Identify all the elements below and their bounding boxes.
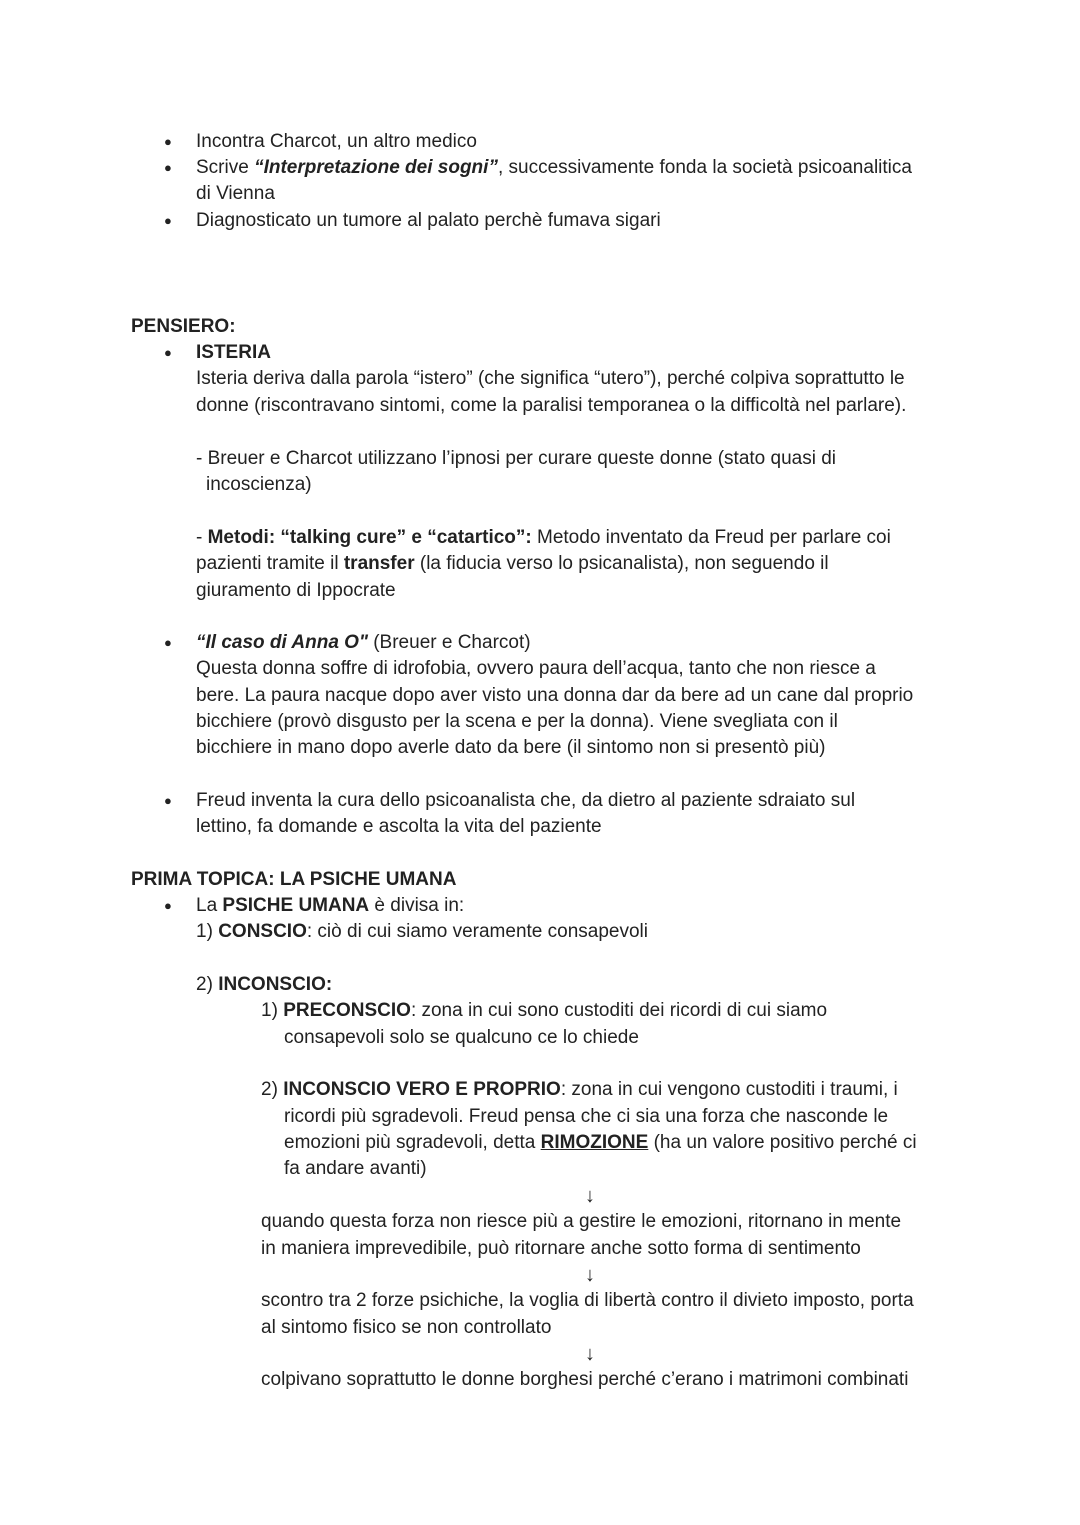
inconscio-item: 2) INCONSCIO: [196, 974, 333, 995]
bullet-icon: ● [164, 635, 172, 650]
consequence-text: al sintomo fisico se non controllato [261, 1317, 552, 1338]
section-heading-pensiero: PENSIERO: [131, 316, 236, 337]
inconscio-vero-text: ricordi più sgradevoli. Freud pensa che ci sia una forza che nasconde le [284, 1106, 889, 1127]
isteria-methods: pazienti tramite il transfer (la fiducia verso lo psicanalista), non seguendo il [196, 553, 829, 574]
isteria-title: ISTERIA [196, 342, 271, 363]
intro-bullet-3: Diagnosticato un tumore al palato perchè fumava sigari [196, 210, 661, 231]
intro-bullet-2: Scrive “Interpretazione dei sogni”, successivamente fonda la società psicoanalitica [196, 157, 912, 178]
intro-bullet-2-cont: di Vienna [196, 183, 275, 204]
bullet-icon: ● [164, 213, 172, 228]
bullet-icon: ● [164, 793, 172, 808]
isteria-methods: - Metodi: “talking cure” e “catartico”: Metodo inventato da Freud per parlare coi [196, 527, 891, 548]
bullet-icon: ● [164, 898, 172, 913]
inconscio-vero-text: emozioni più sgradevoli, detta RIMOZIONE (ha un valore positivo perché ci [284, 1132, 917, 1153]
freud-text: lettino, fa domande e ascolta la vita del paziente [196, 816, 602, 837]
inconscio-vero-item: 2) INCONSCIO VERO E PROPRIO: zona in cui vengono custoditi i traumi, i [261, 1079, 898, 1100]
arrow-down-icon: ↓ [585, 1264, 595, 1286]
preconscio-text: consapevoli solo se qualcuno ce lo chiede [284, 1027, 639, 1048]
anna-text: bicchiere (provò disgusto per la scena e per la donna). Viene svegliata con il [196, 711, 838, 732]
inconscio-vero-text: fa andare avanti) [284, 1158, 427, 1179]
bullet-icon: ● [164, 134, 172, 149]
psiche-intro: La PSICHE UMANA è divisa in: [196, 895, 465, 916]
section-heading-topica: PRIMA TOPICA: LA PSICHE UMANA [131, 869, 457, 890]
bullet-icon: ● [164, 160, 172, 175]
isteria-text: Isteria deriva dalla parola “istero” (che significa “utero”), perché colpiva soprattutto le [196, 368, 905, 389]
arrow-down-icon: ↓ [585, 1343, 595, 1365]
isteria-methods: giuramento di Ippocrate [196, 580, 396, 601]
isteria-hypnosis: incoscienza) [206, 474, 312, 495]
consequence-text: in maniera imprevedibile, può ritornare anche sotto forma di sentimento [261, 1238, 861, 1259]
bullet-icon: ● [164, 345, 172, 360]
isteria-text: donne (riscontravano sintomi, come la paralisi temporanea o la difficoltà nel parlare). [196, 395, 907, 416]
anna-title: “Il caso di Anna O" (Breuer e Charcot) [196, 632, 531, 653]
arrow-down-icon: ↓ [585, 1185, 595, 1207]
intro-bullet-1: Incontra Charcot, un altro medico [196, 131, 477, 152]
anna-text: Questa donna soffre di idrofobia, ovvero paura dell’acqua, tanto che non riesce a [196, 658, 876, 679]
consequence-text: scontro tra 2 forze psichiche, la voglia di libertà contro il divieto imposto, porta [261, 1290, 914, 1311]
freud-text: Freud inventa la cura dello psicoanalista che, da dietro al paziente sdraiato sul [196, 790, 856, 811]
anna-text: bere. La paura nacque dopo aver visto una donna dar da bere ad un cane dal proprio [196, 685, 914, 706]
anna-text: bicchiere in mano dopo averle dato da bere (il sintomo non si presentò più) [196, 737, 826, 758]
consequence-text: colpivano soprattutto le donne borghesi perché c’erano i matrimoni combinati [261, 1369, 909, 1390]
conscio-item: 1) CONSCIO: ciò di cui siamo veramente consapevoli [196, 921, 648, 942]
isteria-hypnosis: - Breuer e Charcot utilizzano l’ipnosi per curare queste donne (stato quasi di [196, 448, 837, 469]
rimozione-term: RIMOZIONE [540, 1132, 649, 1153]
preconscio-item: 1) PRECONSCIO: zona in cui sono custoditi dei ricordi di cui siamo [261, 1000, 828, 1021]
consequence-text: quando questa forza non riesce più a gestire le emozioni, ritornano in mente [261, 1211, 902, 1232]
